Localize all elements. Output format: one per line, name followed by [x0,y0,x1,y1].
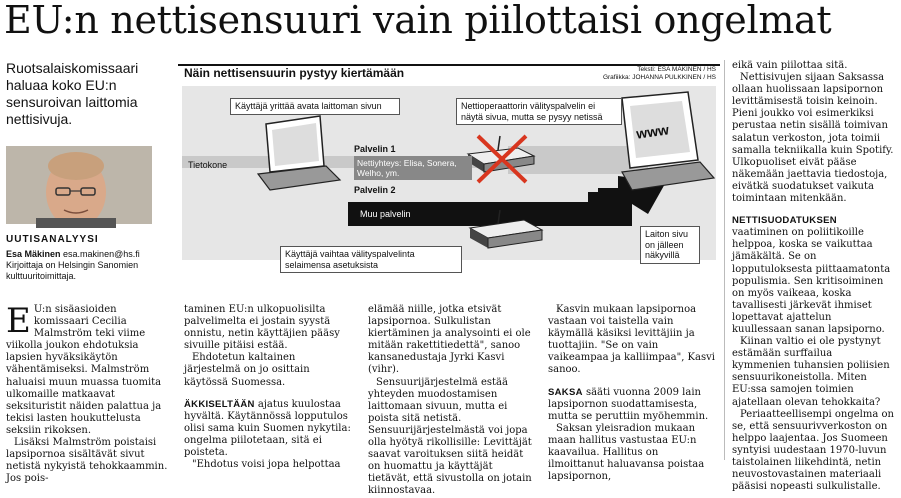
c3-paragraph-2: Sensuurijärjestelmä estää yhteyden muodostamisen laittomaan sivuun, mutta ei poista sitä netistä. Sensuurijärjestelmästä voi jopa olla hyötyä rikollisille: Levittäjät saavat varoituksen siitä heidät on huomattu ja käyttäjät tietävät, että sivustolla on jotain kiinnostavaa. [368,376,532,497]
graphic-credit-graphics: Grafiikka: JOHANNA PULKKINEN / HS [602,74,716,81]
c5-paragraph-5: Periaatteellisempi ongelma on se, että sensuurivverkoston on helppo laajentaa. Jos Suomeen syntyisi uudestaan 1970-luvun taistolainen liikehdintä, netin neuvostovastainen materiaali pääsisi nopeasti sulkulistalle. [732,408,894,493]
column-3 [368,304,536,498]
c5-paragraph-2: Nettisivujen sijaan Saksassa ollaan huolissaan lapsipornon levittämisestä toisin keinoin. Pieni joukko voi esimerkiksi perustaa netin sisällä toimivan salatun verkoston, jota toimii samalla tekniikalla kuin Spotify. Ulkopuoliset eivät pääse näkemään jaettavia tiedostoja, eivätkä suodatukset vaikuta toimintaan mitenkään. [732,72,894,205]
label-server1-detail: Nettiyhteys: Elisa, Sonera, Welho, ym. [354,156,472,180]
c2-paragraph-4: "Ehdotus voisi jopa helpottaa [192,459,341,471]
column-divider [724,60,725,460]
c5-paragraph-4: Kiinan valtio ei ole pystynyt estämään surffailua kymmenien tuhansien poliisien sensuurikoneistolla. Miten EU:ssa samojen toimien ajatellaan olevan tehokkaita? [732,336,890,408]
column-1 [6,301,168,485]
c2-paragraph-1: taminen EU:n ulkopuolisilta palvelimelta ei jostain syystä onnistu, netin käyttäjien pääsy sivuille pitäisi estää. [184,304,340,352]
box-operator: Nettioperaattorin välityspalvelin ei näytä sivua, mutta se pysyy netissä [456,98,622,125]
column-2 [184,304,352,471]
author-photo [6,146,152,224]
c5-subhead: NETTISUODATUKSEN [732,215,837,227]
graphic-title: Näin nettisensuurin pystyy kiertämään [184,66,405,80]
box-user: Käyttäjä yrittää avata laittoman sivun [230,98,400,115]
byline [6,249,166,282]
column-4 [548,304,716,483]
byline-role: Kirjoittaja on Helsingin Sanomien kulttuuritoimittaja. [6,260,139,281]
c4-paragraph-2: SAKSA sääti vuonna 2009 lain lapsipornon suodattamisesta, mutta se peruttiin myöhemmin. [548,386,709,422]
label-other: Muu palvelin [360,209,411,219]
c1-paragraph-2: Lisäksi Malmström poistaisi lapsipornoa sisältävät sivut netistä nykyistä tehokkaammin. Jos pois- [6,437,168,485]
byline-email: esa.makinen@hs.fi [63,249,140,259]
infographic [178,64,720,296]
c5-paragraph-1: eikä vain piilottaa sitä. [732,60,848,71]
box-switch: Käyttäjä vaihtaa välityspalvelinta selaimensa asetuksista [280,246,462,273]
c4-paragraph-3: Saksan yleisradion mukaan maan hallitus vastustaa EU:n kaavailua. Hallitus on ilmoittanut haluavansa poistaa lapsipornon, [548,422,705,483]
headline: EU:n nettisensuuri vain piilottaisi ongelmat [4,0,832,42]
c2-paragraph-3: ÄKKISELTÄÄN ajatus kuulostaa hyvältä. Käytännössä lopputulos olisi sama kuin Suomen nykytila: ongelma piilotetaan, sitä ei poisteta. [184,398,351,459]
c5-paragraph-3: NETTISUODATUKSEN vaatiminen on poliitikoille helppoa, koska se vaikuttaa jämäkältä. Se on lopputuloksesta piittaamatonta populismia. Sen kritisoiminen on myös vaikeaa, koska tavallisesti järkevät ihmiset lopettavat ajattelun kuullessaan sanan lapsiporno. [732,215,891,335]
c4-subhead: SAKSA [548,386,583,398]
label-server1: Palvelin 1 [354,144,396,154]
label-computer: Tietokone [188,160,228,170]
c2-subhead: ÄKKISELTÄÄN [184,398,255,410]
c4-paragraph-1: Kasvin mukaan lapsipornoa vastaan voi taistella vain käymällä käsiksi levittäjiin ja tuottajiin. "Se on vain vaikeampaa ja kalliimpaa", Kasvi sanoo. [548,304,715,376]
c1-paragraph-1: E U:n sisäasioiden komissaari Cecilia Malmström teki viime viikolla joukon ehdotuksia lapsien hyväksikäytön vähentämiseksi. Malmström haluaisi muun muassa tuomita ulkomaille matkaavat seksituristit näiden palattua ja tekisi lasten houkuttelusta seksiin rikoksen. [6,301,162,436]
c3-paragraph-1: elämää niille, jotka etsivät lapsipornoa. Sulkulistan kiertäminen ja analysointi ei ole mitään rakettitiedettä", sanoo kansanedustaja Jyrki Kasvi (vihr). [368,304,531,376]
lead-text: Ruotsalaiskomissaari haluaa koko EU:n sensuroivan laittomia nettisivuja. [6,60,139,127]
label-server2: Palvelin 2 [354,185,396,195]
kicker: UUTISANALYYSI [6,234,99,245]
box-visible: Laiton sivu on jälleen näkyvillä [640,226,700,264]
c2-paragraph-2: Ehdotetun kaltainen järjestelmä on jo osittain käytössä Suomessa. [184,352,310,388]
graphic-credit-text: Teksti: ESA MÄKINEN / HS [637,66,716,73]
byline-name: Esa Mäkinen [6,249,61,259]
dropcap: E [6,301,31,341]
www-text: www [635,121,670,142]
column-5 [732,60,894,493]
